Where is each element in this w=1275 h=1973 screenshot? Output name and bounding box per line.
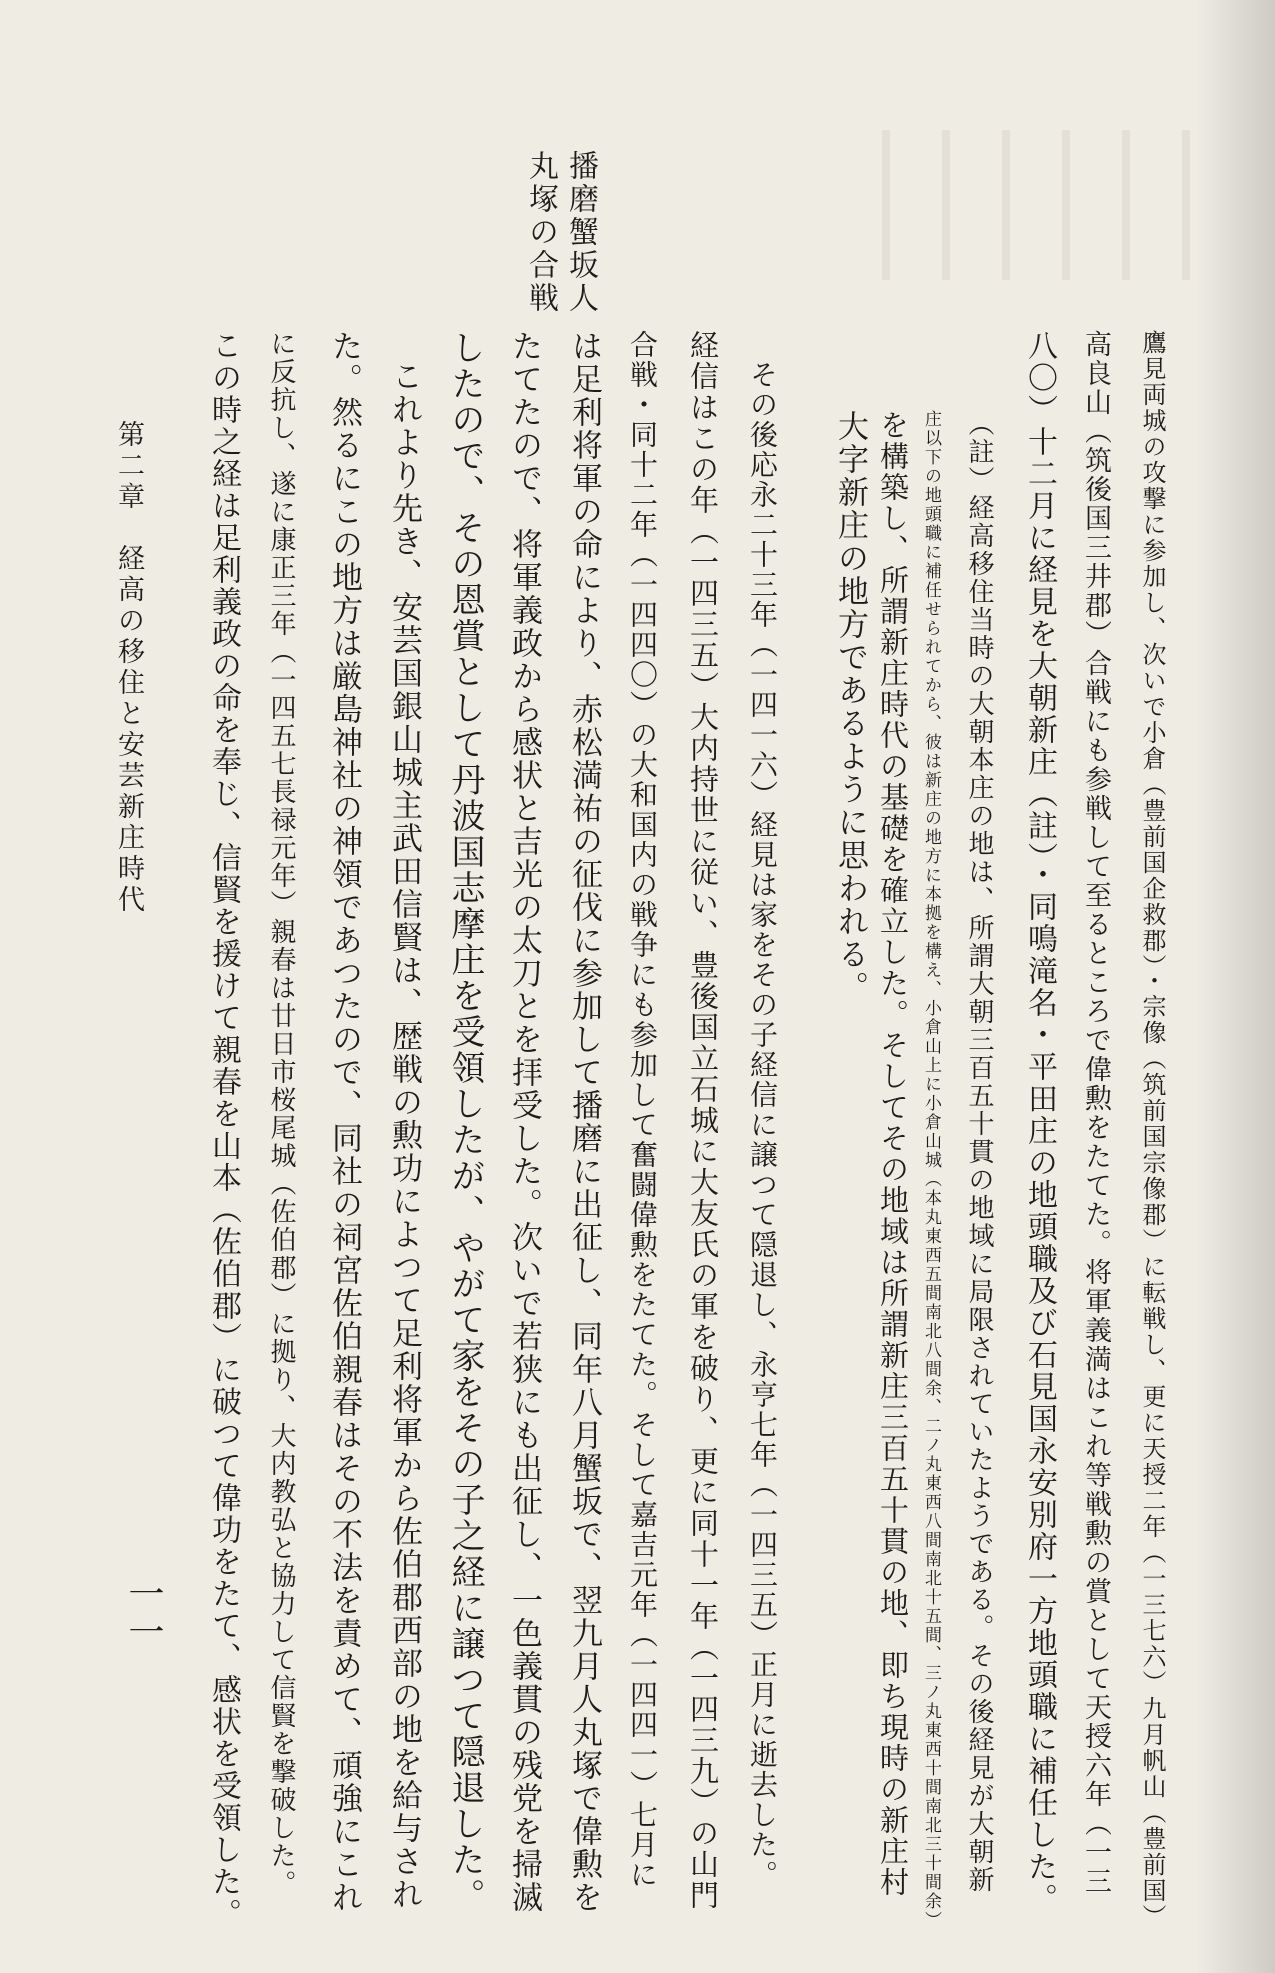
- text-column-8: たてたので、将軍義政から感状と吉光の太刀とを拝受した。次いで若狭にも出征し、一色義貫の残党を掃滅: [506, 330, 542, 1914]
- text-column-7: は足利将軍の命により、赤松満祐の征伐に参加して播磨に出征し、同年八月蟹坂で、翌九月人丸塚で偉勲を: [566, 330, 602, 1914]
- text-column-13: この時之経は足利義政の命を奉じ、信賢を援けて親春を山本（佐伯郡）に破つて偉功をたて、感状を受領した。: [206, 330, 241, 1930]
- page-number: 一一: [123, 1575, 164, 1651]
- text-column-3: 八〇）十二月に経見を大朝新庄（註）・同鳴滝名・平田庄の地頭職及び石見国永安別府一方地頭職に補任した。: [1022, 330, 1057, 1915]
- note-column-4: 大字新庄の地方であるように思われる。: [832, 410, 868, 1004]
- chapter-footer: 第二章 経高の移住と安芸新庄時代: [113, 420, 144, 916]
- side-heading-line-2: 丸塚の合戦: [523, 150, 558, 315]
- page-binding-shadow: [1195, 0, 1275, 1973]
- text-column-2: 高良山（筑後国三井郡）合戦にも参戦して至るところで偉勲をたてた。将軍義満はこれ等戦勲の賞として天授六年（一三: [1080, 330, 1111, 1896]
- note-column-1: （註）経高移住当時の大朝本庄の地は、所謂大朝三百五十貫の地域に局限されていたようである。その後経見が大朝新: [964, 410, 994, 1894]
- text-column-6: 合戦・同十二年（一四四〇）の大和国内の戦争にも参加して奮闘偉勲をたてた。そして嘉吉元年（一四四一）七月に: [626, 330, 659, 1890]
- note-column-2: 庄以下の地頭職に補任せられてから、彼は新庄の地方に本拠を構え、小倉山上に小倉山城（本丸東西五間南北八間余、二ノ丸東西八間南北十五間、三ノ丸東西十間南北三十間余）: [921, 410, 941, 1930]
- text-column-4: その後応永二十三年（一四一六）経見は家をその子経信に譲つて隠退し、永亨七年（一四三五）正月に逝去した。: [746, 360, 779, 1890]
- text-column-11: た。然るにこの地方は厳島神社の神領であつたので、同社の祠宮佐伯親春はその不法を責めて、頑強にこれ: [326, 330, 362, 1914]
- text-column-10: これより先き、安芸国銀山城主武田信賢は、歴戦の勲功によつて足利将軍から佐伯郡西部の地を給与され: [386, 360, 422, 1911]
- text-column-5: 経信はこの年（一四三五）大内持世に従い、豊後国立石城に大友氏の軍を破り、更に同十一年（一四三九）の山門: [686, 330, 720, 1911]
- side-heading-line-1: 播磨蟹坂人: [563, 150, 598, 315]
- text-column-9: したので、その恩賞として丹波国志摩庄を受領したが、やがて家をその子之経に譲つて隠退した。: [445, 330, 485, 1914]
- note-column-3: を構築し、所謂新庄時代の基礎を確立した。そしてその地域は所謂新庄三百五十貫の地、即ち現時の新庄村: [876, 410, 910, 1898]
- text-column-12: に反抗し、遂に康正三年（一四五七長禄元年）親春は廿日市桜尾城（佐伯郡）に拠り、大内教弘と協力して信賢を撃破した。: [266, 330, 296, 1898]
- text-column-1: 鷹見両城の攻撃に参加し、次いで小倉（豊前国企救郡）・宗像（筑前国宗像郡）に転戦し、更に天授二年（一三七六）九月帆山（豊前国）: [1138, 330, 1166, 1930]
- bleed-through-text: [880, 130, 1190, 280]
